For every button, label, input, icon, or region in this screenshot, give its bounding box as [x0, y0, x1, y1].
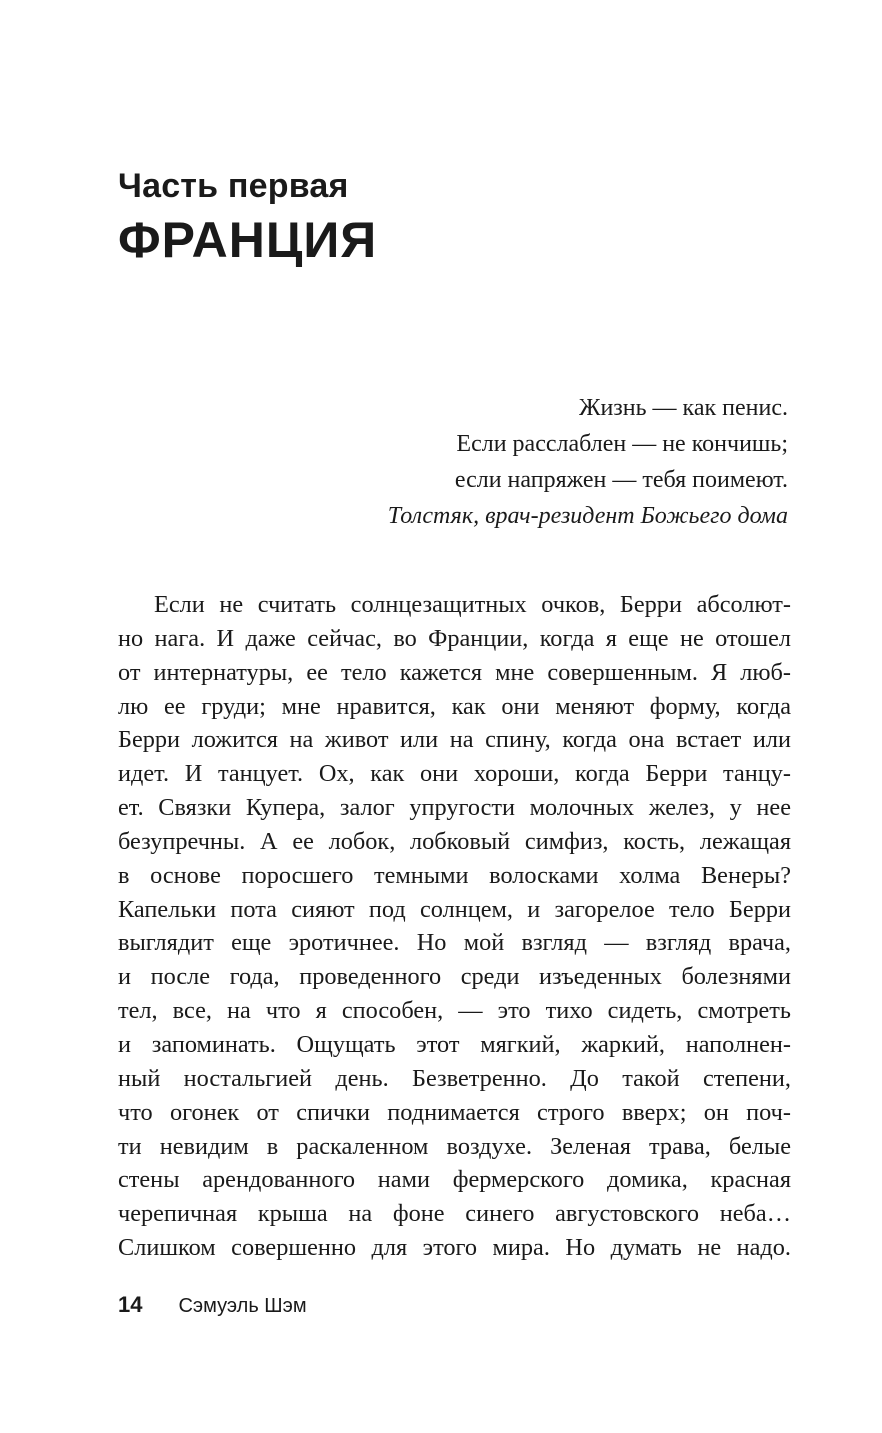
body-line: и запоминать. Ощущать этот мягкий, жаркий, наполнен- [118, 1030, 791, 1058]
body-line: что огонек от спички поднимается строго вверх; он поч- [118, 1098, 791, 1126]
body-paragraph [118, 588, 791, 1265]
body-line: ти невидим в раскаленном воздухе. Зеленая трава, белые [118, 1132, 791, 1160]
body-line: ет. Связки Купера, залог упругости молочных желез, у нее [118, 794, 791, 822]
body-line: но нага. И даже сейчас, во Франции, когда я еще не отошел [118, 624, 791, 652]
body-line: тел, все, на что я способен, — это тихо сидеть, смотреть [118, 997, 791, 1025]
body-line: стены арендованного нами фермерского домика, красная [118, 1166, 791, 1194]
body-line: Если не считать солнцезащитных очков, Берри абсолют- [154, 591, 791, 618]
epigraph-line: Жизнь — как пенис. [578, 395, 788, 421]
epigraph-line: Если расслаблен — не кончишь; [456, 431, 788, 457]
body-line: идет. И танцует. Ох, как они хороши, когда Берри танцу- [118, 760, 791, 788]
body-line: лю ее груди; мне нравится, как они меняют форму, когда [118, 692, 791, 720]
page-number: 14 [118, 1292, 143, 1317]
part-title: ФРАНЦИЯ [118, 212, 378, 268]
body-line: черепичная крыша на фоне синего августовского неба… [118, 1200, 791, 1228]
running-author: Сэмуэль Шэм [178, 1295, 307, 1317]
body-line: Капельки пота сияют под солнцем, и загорелое тело Берри [118, 895, 791, 923]
body-line: Берри ложится на живот или на спину, когда она встает или [118, 726, 791, 754]
body-line: от интернатуры, ее тело кажется мне совершенным. Я люб- [118, 658, 791, 686]
body-line: Слишком совершенно для этого мира. Но думать не надо. [118, 1234, 791, 1262]
part-label: Часть первая [118, 167, 349, 205]
epigraph [388, 390, 788, 534]
epigraph-line: если напряжен — тебя поимеют. [454, 467, 788, 493]
epigraph-attribution: Толстяк, врач-резидент Божьего дома [387, 503, 788, 529]
body-line: безупречны. А ее лобок, лобковый симфиз, кость, лежащая [118, 827, 791, 855]
body-line: ный ностальгией день. Безветренно. До такой степени, [118, 1064, 791, 1092]
body-line: и после года, проведенного среди изъеденных болезнями [118, 963, 791, 991]
page-footer [118, 1290, 307, 1321]
body-line: выглядит еще эротичнее. Но мой взгляд — взгляд врача, [118, 929, 791, 957]
body-line: в основе поросшего темными волосками холма Венеры? [118, 861, 791, 889]
